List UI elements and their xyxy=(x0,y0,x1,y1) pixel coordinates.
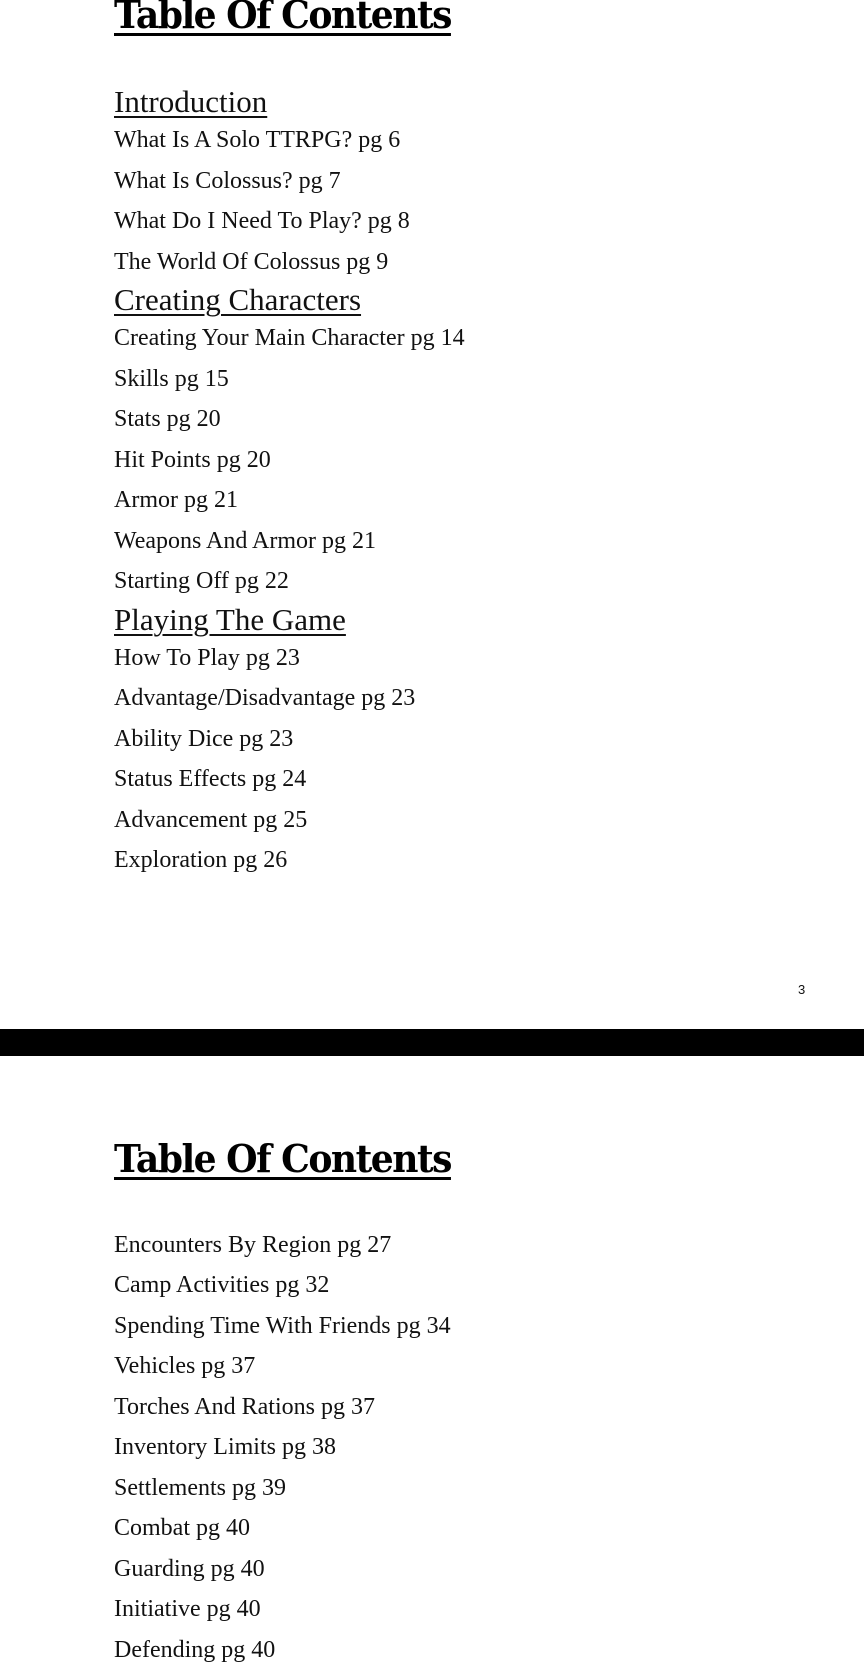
toc-entry: Vehicles pg 37 xyxy=(114,1346,451,1387)
page-number: 3 xyxy=(798,982,805,998)
section-heading-introduction: Introduction xyxy=(114,84,465,120)
page-title: Table Of Contents xyxy=(114,0,451,34)
toc-entry: Encounters By Region pg 27 xyxy=(114,1225,451,1265)
toc-entry: How To Play pg 23 xyxy=(114,638,465,679)
toc-entry: Initiative pg 40 xyxy=(114,1589,451,1630)
toc-entry: Settlements pg 39 xyxy=(114,1468,451,1509)
toc-entry: Torches And Rations pg 37 xyxy=(114,1387,451,1428)
toc-entry: Inventory Limits pg 38 xyxy=(114,1427,451,1468)
toc-entry: Defending pg 40 xyxy=(114,1630,451,1670)
toc-entry: Armor pg 21 xyxy=(114,480,465,521)
section-heading-playing-the-game: Playing The Game xyxy=(114,602,465,638)
page-title: Table Of Contents xyxy=(114,1140,451,1178)
toc-entry: Starting Off pg 22 xyxy=(114,561,465,602)
toc-entry: Advancement pg 25 xyxy=(114,800,465,841)
toc-list xyxy=(114,1225,451,1670)
toc-entry: Hit Points pg 20 xyxy=(114,440,465,481)
toc-entry: Status Effects pg 24 xyxy=(114,759,465,800)
toc-entry: What Is Colossus? pg 7 xyxy=(114,161,465,202)
toc-entry: Combat pg 40 xyxy=(114,1508,451,1549)
toc-entry: What Do I Need To Play? pg 8 xyxy=(114,201,465,242)
toc-entry: Camp Activities pg 32 xyxy=(114,1265,451,1306)
document-page-2 xyxy=(0,1056,864,1665)
toc-entry: Weapons And Armor pg 21 xyxy=(114,521,465,562)
section-heading-creating-characters: Creating Characters xyxy=(114,282,465,318)
toc-entry: Spending Time With Friends pg 34 xyxy=(114,1306,451,1347)
page-divider xyxy=(0,1029,864,1056)
toc-entry: Guarding pg 40 xyxy=(114,1549,451,1590)
toc-entry: Ability Dice pg 23 xyxy=(114,719,465,760)
toc-entry: Skills pg 15 xyxy=(114,359,465,400)
toc-entry: The World Of Colossus pg 9 xyxy=(114,242,465,283)
toc-entry: What Is A Solo TTRPG? pg 6 xyxy=(114,120,465,161)
toc-entry: Advantage/Disadvantage pg 23 xyxy=(114,678,465,719)
toc-list xyxy=(114,84,465,881)
toc-entry: Stats pg 20 xyxy=(114,399,465,440)
toc-entry: Creating Your Main Character pg 14 xyxy=(114,318,465,359)
toc-entry: Exploration pg 26 xyxy=(114,840,465,881)
